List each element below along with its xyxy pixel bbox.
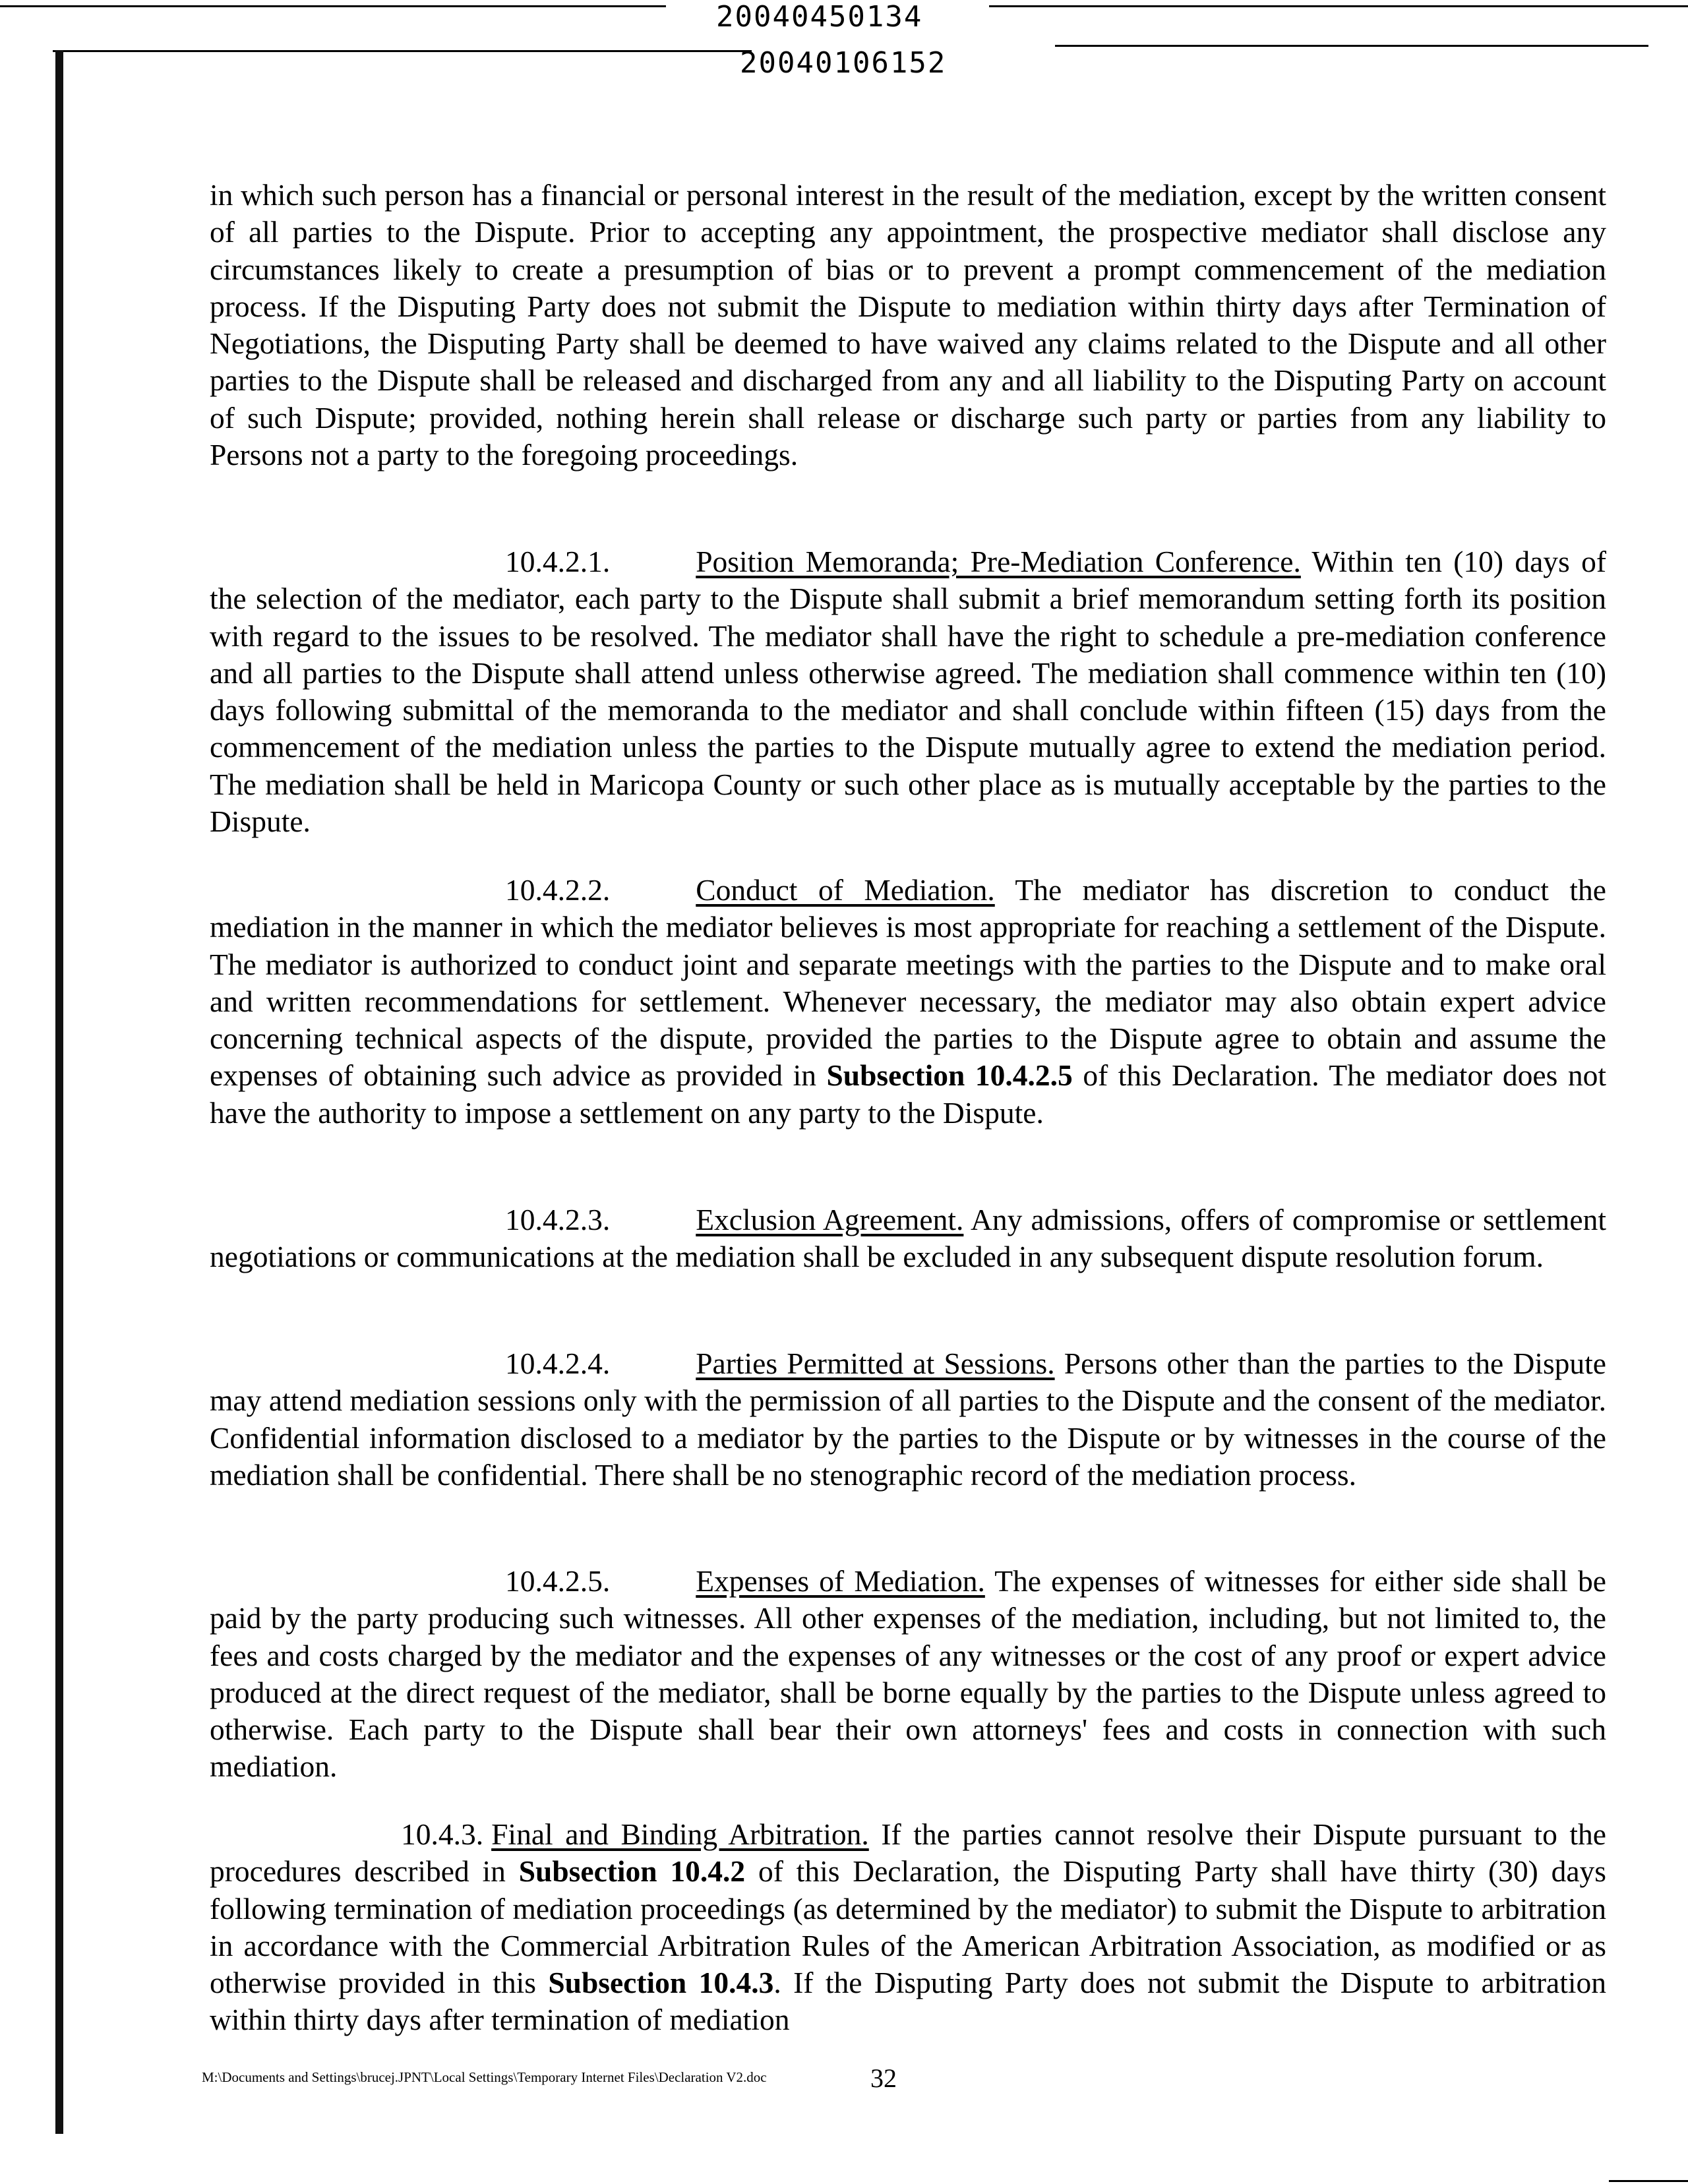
paragraph-text: in which such person has a financial or personal interest in the result of the mediation, except by the written consent of all parties to the Dispute. Prior to accepting any appointment, the prospective mediator shall disclose any circumstances likely to create a presumption of bias or to prevent a prompt commencement of the mediation process. If the Disputing Party does not submit the Dispute to mediation within thirty days after Termination of Negotiations, the Disputing Party shall be deemed to have waived any claims related to the Dispute and all other parties to the Dispute shall be released and discharged from any and all liability to the Disputing Party on account of such Dispute; provided, nothing herein shall release or discharge such party or parties from any liability to Persons not a party to the foregoing proceedings. xyxy=(210,178,1606,472)
section-10-4-2-2 xyxy=(210,872,1606,1132)
subsection-reference-2: Subsection 10.4.3 xyxy=(548,1966,774,2000)
section-heading: Position Memoranda; Pre-Mediation Conference. xyxy=(696,545,1301,578)
section-number: 10.4.2.2. xyxy=(505,873,611,907)
section-text-part-2: of this Declaration, the Disputing Party shall have thirty (30) days following termination of mediation proceedings (as determined by the mediator) to submit the Dispute to arbitration in accordance with the Commercial Arbitration Rules of the American Arbitration Association, as modified or as otherwise provided in this xyxy=(210,1854,1606,2000)
scan-rule-mid-left xyxy=(53,50,752,52)
section-text-part-1: If the parties cannot resolve their Dispute pursuant to the procedures described in xyxy=(210,1817,1606,1889)
page-number: 32 xyxy=(870,2063,897,2093)
section-10-4-2-4 xyxy=(210,1345,1606,1494)
section-number: 10.4.2.1. xyxy=(505,545,611,578)
section-10-4-2-3 xyxy=(210,1201,1606,1276)
paragraph-continuation xyxy=(210,177,1606,473)
section-text: The expenses of witnesses for either side shall be paid by the party producing such witnesses. All other expenses of the mediation, including, but not limited to, the fees and costs charged by the mediator and the expenses of any witnesses or the cost of any proof or expert advice produced at the direct request of the mediator, shall be borne equally by the parties to the Dispute unless agreed to otherwise. Each party to the Dispute shall bear their own attorneys' fees and costs in connection with such mediation. xyxy=(210,1564,1606,1784)
subsection-reference: Subsection 10.4.2.5 xyxy=(826,1058,1073,1093)
section-text: Persons other than the parties to the Dispute may attend mediation sessions only with the permission of all parties to the Dispute and the consent of the mediator. Confidential information disclosed to a mediator by the parties to the Dispute or by witnesses in the course of the mediation shall be confidential. There shall be no stenographic record of the mediation process. xyxy=(210,1347,1606,1492)
section-heading: Exclusion Agreement. xyxy=(696,1203,964,1236)
section-10-4-2-1 xyxy=(210,543,1606,840)
section-text-continued: of this Declaration. The mediator does not have the authority to impose a settlement on any party to the Dispute. xyxy=(210,1058,1606,1130)
recording-number-primary: 20040450134 xyxy=(716,0,923,34)
section-heading: Final and Binding Arbitration. xyxy=(491,1817,869,1851)
section-text: The mediator has discretion to conduct the mediation in the manner in which the mediator believes is most appropriate for reaching a settlement of the Dispute. The mediator is authorized to conduct joint and separate meetings with the parties to the Dispute and to make oral and written recommendations for settlement. Whenever necessary, the mediator may also obtain expert advice concerning technical aspects of the dispute, provided the parties to the Dispute agree to obtain and assume the expenses of obtaining such advice as provided in xyxy=(210,873,1607,1093)
scan-rule-mid-right xyxy=(1055,45,1648,47)
recording-number-secondary: 20040106152 xyxy=(740,46,947,80)
footer-file-path: M:\Documents and Settings\brucej.JPNT\Local Settings\Temporary Internet Files\Declaration V2.doc xyxy=(202,2069,767,2085)
section-heading: Parties Permitted at Sessions. xyxy=(696,1347,1055,1380)
section-text: Within ten (10) days of the selection of the mediator, each party to the Dispute shall submit a brief memorandum setting forth its position with regard to the issues to be resolved. The mediator shall have the right to schedule a pre-mediation conference and all parties to the Dispute shall attend unless otherwise agreed. The mediation shall commence within ten (10) days following submittal of the memoranda to the mediator and shall conclude within fifteen (15) days from the commencement of the mediation unless the parties to the Dispute mutually agree to extend the mediation period. The mediation shall be held in Maricopa County or such other place as is mutually acceptable by the parties to the Dispute. xyxy=(210,545,1607,839)
scan-margin-bar xyxy=(55,50,63,2134)
scan-rule-top-left xyxy=(0,5,666,7)
scan-rule-bottom xyxy=(1609,2180,1688,2182)
subsection-reference-1: Subsection 10.4.2 xyxy=(518,1854,746,1889)
section-10-4-2-5 xyxy=(210,1563,1606,1786)
section-text: Any admissions, offers of compromise or settlement negotiations or communications at the mediation shall be excluded in any subsequent dispute resolution forum. xyxy=(210,1203,1606,1274)
section-number: 10.4.2.5. xyxy=(505,1564,611,1598)
section-number: 10.4.2.3. xyxy=(505,1203,611,1236)
section-number: 10.4.2.4. xyxy=(505,1347,611,1380)
section-heading: Expenses of Mediation. xyxy=(696,1564,985,1598)
section-number: 10.4.3. xyxy=(401,1817,484,1851)
section-10-4-3 xyxy=(210,1816,1606,2039)
section-text-part-3: . If the Disputing Party does not submit the Dispute to arbitration within thirty days after termination of mediation xyxy=(210,1966,1606,2037)
scan-rule-top-right xyxy=(989,5,1688,7)
section-heading: Conduct of Mediation. xyxy=(696,873,995,907)
